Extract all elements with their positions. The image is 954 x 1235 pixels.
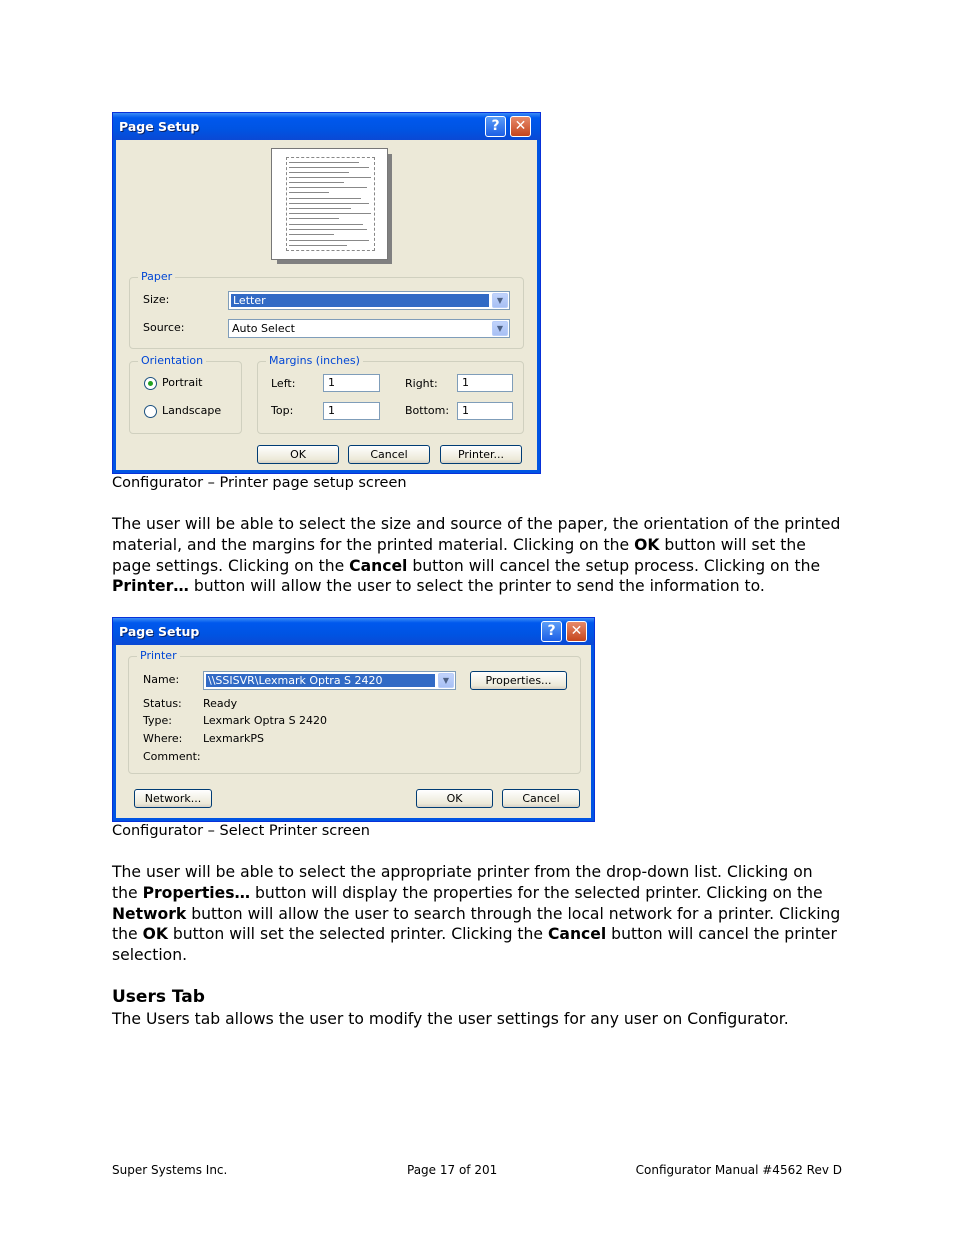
ok-button[interactable]: OK — [416, 789, 493, 808]
printer-group — [128, 649, 581, 774]
page-preview — [271, 148, 388, 260]
left-label: Left: — [271, 377, 296, 390]
bottom-margin-input[interactable]: 1 — [457, 402, 513, 420]
paper-group — [129, 270, 524, 349]
chevron-down-icon[interactable]: ▼ — [492, 321, 508, 336]
users-tab-heading: Users Tab — [112, 987, 205, 1007]
para-text: button will allow the user to select the printer to send the information to. — [188, 577, 765, 596]
source-value: Auto Select — [232, 322, 295, 335]
para-bold: OK — [142, 925, 168, 944]
printer-name-select[interactable] — [203, 671, 456, 690]
para-text: button will display the properties for the selected printer. Clicking on the — [250, 883, 823, 902]
caption-page-setup: Configurator – Printer page setup screen — [112, 475, 407, 491]
source-label: Source: — [143, 321, 185, 334]
chevron-down-icon[interactable]: ▼ — [438, 673, 454, 688]
cancel-button[interactable]: Cancel — [348, 445, 430, 464]
radio-selected-dot — [148, 381, 153, 386]
para-text: button will set the selected printer. Clicking the — [167, 925, 548, 944]
printer-legend: Printer — [137, 649, 180, 662]
paragraph-select-printer — [112, 862, 842, 966]
status-value: Ready — [203, 697, 238, 710]
para-text: The user will be able to select the appropriate printer from the drop-down list. Clicking on the — [112, 863, 813, 902]
close-button[interactable]: ✕ — [566, 621, 587, 642]
source-select[interactable] — [228, 319, 510, 338]
portrait-radio[interactable] — [144, 377, 157, 390]
para-bold: Cancel — [547, 925, 607, 944]
footer-left: Super Systems Inc. — [112, 1163, 228, 1177]
paragraph-page-setup — [112, 514, 842, 597]
para-bold: Properties… — [142, 883, 251, 902]
left-margin-input[interactable]: 1 — [323, 374, 380, 392]
printer-button[interactable]: Printer... — [440, 445, 522, 464]
top-margin-input[interactable]: 1 — [323, 402, 380, 420]
printer-name-value: \\SSISVR\Lexmark Optra S 2420 — [206, 674, 435, 687]
dialog-title: Page Setup — [113, 113, 540, 140]
paper-legend: Paper — [138, 270, 175, 283]
dialog-client — [116, 140, 537, 470]
properties-button[interactable]: Properties... — [470, 671, 567, 690]
para-text: button will cancel the setup process. Clicking on the — [407, 556, 821, 575]
bottom-label: Bottom: — [405, 404, 450, 417]
close-button[interactable]: ✕ — [510, 116, 531, 137]
type-value: Lexmark Optra S 2420 — [203, 714, 328, 727]
chevron-down-icon[interactable]: ▼ — [492, 293, 508, 308]
para-text: button will allow the user to search through the local network for a printer. Clicking the — [112, 904, 841, 944]
help-button[interactable]: ? — [485, 116, 506, 137]
portrait-label[interactable]: Portrait — [162, 376, 203, 389]
users-tab-text: The Users tab allows the user to modify the user settings for any user on Configurator. — [112, 1010, 789, 1028]
help-button[interactable]: ? — [541, 621, 562, 642]
type-label: Type: — [143, 714, 172, 727]
landscape-label[interactable]: Landscape — [162, 404, 222, 417]
para-bold: Printer… — [112, 577, 189, 596]
where-value: LexmarkPS — [203, 732, 264, 745]
select-printer-dialog — [112, 617, 595, 822]
size-label: Size: — [143, 293, 170, 306]
dialog-client — [116, 645, 591, 818]
para-text: button will set the page settings. Clicking on the — [112, 535, 806, 575]
margins-legend: Margins (inches) — [266, 354, 363, 367]
caption-select-printer: Configurator – Select Printer screen — [112, 823, 370, 839]
para-text: button will cancel the printer selection. — [112, 925, 837, 965]
comment-label: Comment: — [143, 750, 201, 763]
page-setup-dialog — [112, 112, 541, 474]
right-label: Right: — [405, 377, 438, 390]
where-label: Where: — [143, 732, 183, 745]
para-bold: Network — [112, 904, 187, 923]
para-text: The user will be able to select the size and source of the paper, the orientation of the printed material, and the margins for the printed material. Clicking on the — [112, 515, 841, 554]
orientation-legend: Orientation — [138, 354, 206, 367]
right-margin-input[interactable]: 1 — [457, 374, 513, 392]
size-value: Letter — [231, 294, 489, 307]
preview-margins — [286, 157, 375, 251]
top-label: Top: — [271, 404, 294, 417]
size-select[interactable] — [228, 291, 510, 310]
status-label: Status: — [143, 697, 182, 710]
cancel-button[interactable]: Cancel — [502, 789, 580, 808]
para-bold: OK — [634, 535, 660, 554]
para-bold: Cancel — [349, 556, 408, 575]
margins-group — [257, 354, 524, 434]
name-label: Name: — [143, 673, 180, 686]
ok-button[interactable]: OK — [257, 445, 339, 464]
landscape-radio[interactable] — [144, 405, 157, 418]
footer-center: Page 17 of 201 — [407, 1163, 498, 1177]
dialog-title: Page Setup — [113, 618, 594, 645]
orientation-group — [129, 354, 242, 434]
network-button[interactable]: Network... — [134, 789, 212, 808]
footer-right: Configurator Manual #4562 Rev D — [635, 1163, 842, 1177]
